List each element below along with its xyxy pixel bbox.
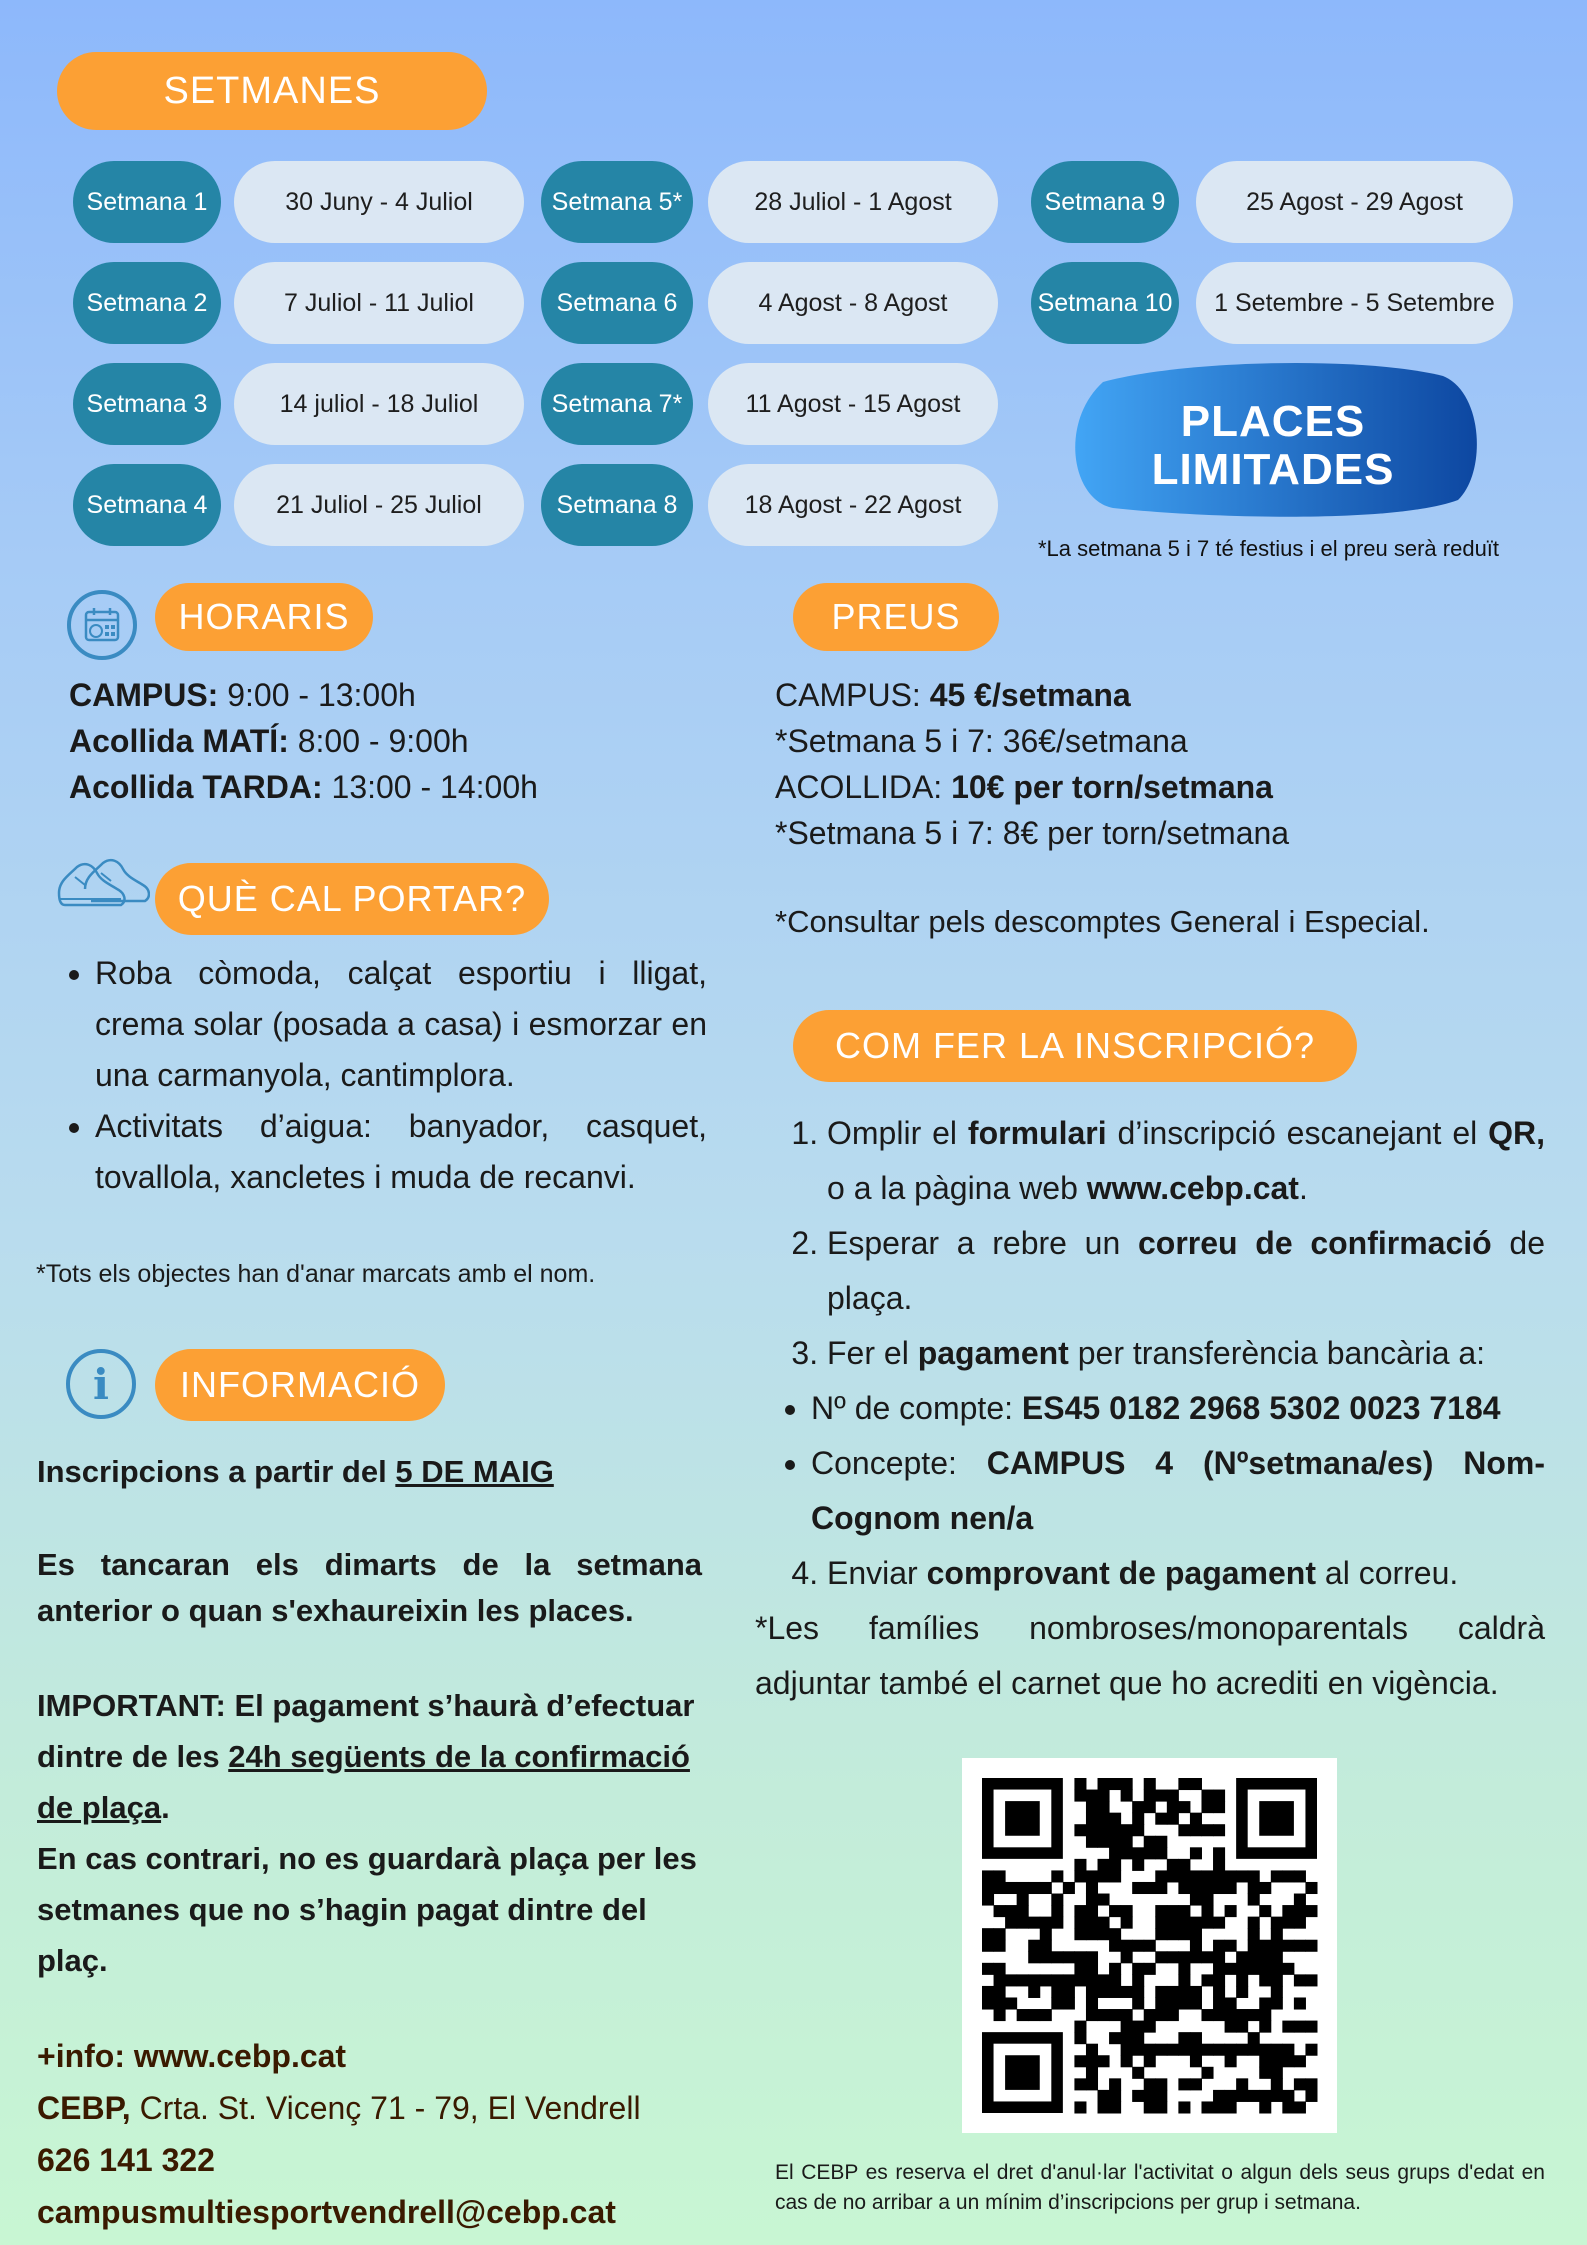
horari-mati: Acollida MATÍ: 8:00 - 9:00h <box>69 723 469 759</box>
step-3: 3. Fer el pagament per transferència bancària a: <box>827 1326 1545 1381</box>
week-label: Setmana 9 <box>1031 161 1179 243</box>
sneakers-icon <box>55 855 150 921</box>
list-item: • Roba còmoda, calçat esportiu i lligat, crema solar (posada a casa) i esmorzar en una carmanyola, cantimplora. <box>95 948 707 1101</box>
preu-campus: CAMPUS: 45 €/setmana <box>775 677 1131 713</box>
contact-email[interactable]: campusmultiesportvendrell@cebp.cat <box>37 2194 616 2230</box>
bank-concept: • Concepte: CAMPUS 4 (Nºsetmana/es) Nom-Cognom nen/a <box>811 1436 1545 1546</box>
disclaimer: El CEBP es reserva el dret d'anul·lar l'activitat o algun dels seus grups d'edat en cas de no arribar a un mínim d’inscripcions per grup i setmana. <box>775 2161 1545 2214</box>
week-dates: 21 Juliol - 25 Juliol <box>234 464 524 546</box>
contact-block <box>37 2030 641 2238</box>
contact-info[interactable]: +info: www.cebp.cat <box>37 2038 347 2074</box>
qr-code-image <box>962 1758 1337 2133</box>
bank-account: • Nº de compte: ES45 0182 2968 5302 0023 7184 <box>811 1381 1545 1436</box>
setmanes-note: *La setmana 5 i 7 té festius i el preu serà reduït <box>1038 536 1500 561</box>
portar-list <box>35 948 707 1203</box>
calendar-icon <box>67 590 137 660</box>
badge-line-1: PLACES <box>1180 397 1366 446</box>
week-label: Setmana 7* <box>541 363 693 445</box>
portar-note: *Tots els objectes han d'anar marcats amb el nom. <box>36 1260 596 1288</box>
badge-line-2: LIMITADES <box>1151 445 1395 494</box>
week-dates: 4 Agost - 8 Agost <box>708 262 998 344</box>
sneakers-glyph <box>55 855 150 921</box>
inscripcio-steps <box>755 1106 1545 1711</box>
preus-note: *Consultar pels descomptes General i Especial. <box>775 904 1430 939</box>
step-4: 4. Enviar comprovant de pagament al correu. <box>827 1546 1545 1601</box>
preu-acollida: ACOLLIDA: 10€ per torn/setmana <box>775 769 1273 805</box>
week-label: Setmana 5* <box>541 161 693 243</box>
week-dates: 28 Juliol - 1 Agost <box>708 161 998 243</box>
week-dates: 18 Agost - 22 Agost <box>708 464 998 546</box>
contact-phone[interactable]: 626 141 322 <box>37 2142 215 2178</box>
inscripcio-note: *Les famílies nombroses/monoparentals caldrà adjuntar també el carnet que ho acrediti en vigència. <box>755 1610 1545 1701</box>
horaris-title: HORARIS <box>155 583 373 651</box>
preu-acollida-reduit: *Setmana 5 i 7: 8€ per torn/setmana <box>775 815 1290 851</box>
week-dates: 1 Setembre - 5 Setembre <box>1196 262 1513 344</box>
preus-list <box>775 672 1289 856</box>
informacio-p4: En cas contrari, no es guardarà plaça per les setmanes que no s’hagin pagat dintre del plaç. <box>37 1841 697 1978</box>
week-label: Setmana 2 <box>73 262 221 344</box>
informacio-title: INFORMACIÓ <box>155 1349 445 1421</box>
week-label: Setmana 4 <box>73 464 221 546</box>
informacio-p3: IMPORTANT: El pagament s’haurà d’efectuar dintre de les 24h següents de la confirmació de plaça. <box>37 1688 695 1825</box>
step-2: 2. Esperar a rebre un correu de confirmació de plaça. <box>827 1216 1545 1326</box>
week-dates: 7 Juliol - 11 Juliol <box>234 262 524 344</box>
step-1: 1. Omplir el formulari d’inscripció escanejant el QR, o a la pàgina web www.cebp.cat. <box>827 1106 1545 1216</box>
inscripcio-title: COM FER LA INSCRIPCIÓ? <box>793 1010 1357 1082</box>
informacio-body <box>37 1448 702 1986</box>
horari-campus: CAMPUS: 9:00 - 13:00h <box>69 677 416 713</box>
informacio-p2: Es tancaran els dimarts de la setmana anterior o quan s'exhaureixin les places. <box>37 1547 702 1628</box>
week-label: Setmana 1 <box>73 161 221 243</box>
week-label: Setmana 10 <box>1031 262 1179 344</box>
week-dates: 14 juliol - 18 Juliol <box>234 363 524 445</box>
week-dates: 11 Agost - 15 Agost <box>708 363 998 445</box>
qr-code[interactable] <box>962 1758 1337 2133</box>
contact-address: CEBP, Crta. St. Vicenç 71 - 79, El Vendrell <box>37 2090 641 2126</box>
informacio-p1: Inscripcions a partir del 5 DE MAIG <box>37 1454 554 1489</box>
week-label: Setmana 8 <box>541 464 693 546</box>
week-dates: 25 Agost - 29 Agost <box>1196 161 1513 243</box>
horari-tarda: Acollida TARDA: 13:00 - 14:00h <box>69 769 538 805</box>
calendar-glyph <box>82 605 122 645</box>
week-dates: 30 Juny - 4 Juliol <box>234 161 524 243</box>
portar-title: QUÈ CAL PORTAR? <box>155 863 549 935</box>
list-item: • Activitats d’aigua: banyador, casquet, tovallola, xancletes i muda de recanvi. <box>95 1101 707 1203</box>
preus-title: PREUS <box>793 583 999 651</box>
week-label: Setmana 6 <box>541 262 693 344</box>
horaris-list <box>69 672 538 810</box>
week-label: Setmana 3 <box>73 363 221 445</box>
preu-campus-reduit: *Setmana 5 i 7: 36€/setmana <box>775 723 1188 759</box>
places-limitades-badge <box>1063 362 1483 518</box>
setmanes-title: SETMANES <box>57 52 487 130</box>
info-icon: i <box>66 1349 136 1419</box>
